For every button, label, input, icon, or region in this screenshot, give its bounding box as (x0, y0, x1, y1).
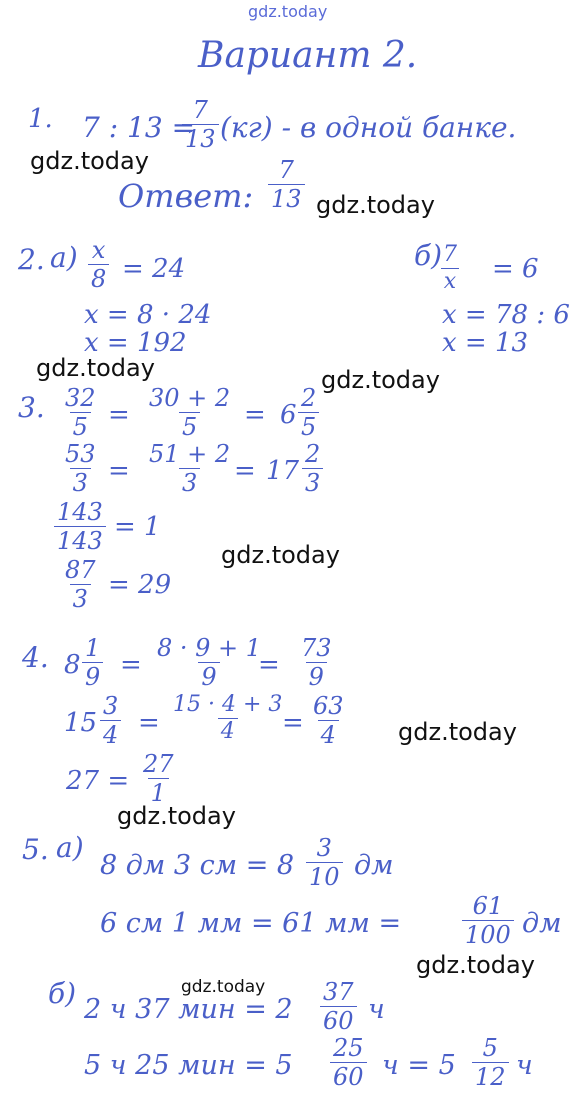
watermark: gdz.today (221, 541, 340, 569)
task4-row2-mixed-fraction (100, 694, 121, 747)
task4-row2-whole: 15 (64, 708, 98, 738)
fraction-denominator: 9 (82, 662, 103, 689)
fraction-numerator: 7 (192, 96, 208, 124)
page-title: Вариант 2. (198, 35, 418, 76)
equals-sign: = (108, 400, 130, 430)
task5a-line2-fraction (462, 894, 514, 947)
equals-sign: = (108, 456, 130, 486)
equals-sign: = (138, 708, 160, 738)
fraction-denominator: 3 (179, 468, 200, 495)
fraction-numerator: 1 (85, 634, 101, 662)
task2b-line3: x = 13 (442, 328, 529, 358)
task2a-line2: x = 8 · 24 (84, 300, 212, 330)
fraction-denominator: 3 (302, 468, 323, 495)
fraction-numerator: 7 (278, 156, 294, 184)
fraction-denominator: 5 (70, 412, 91, 439)
task3-row2-expanded-fraction (146, 442, 233, 495)
task4-row1-result-fraction (298, 636, 335, 689)
fraction-denominator: 4 (318, 720, 339, 747)
fraction-numerator: 37 (323, 978, 354, 1006)
task5b-line2: 5 ч 25 мин = 5 (84, 1050, 293, 1081)
watermark: gdz.today (117, 802, 236, 830)
task1-tail: (кг) - в одной банке. (220, 111, 517, 144)
watermark: gdz.today (398, 718, 517, 746)
fraction-numerator: 63 (313, 692, 344, 720)
task1-answer-fraction (268, 158, 305, 211)
watermark: gdz.today (316, 191, 435, 219)
task5a-line1-unit: дм (354, 850, 394, 881)
fraction-numerator: 2 (301, 384, 317, 412)
equals-sign: = (234, 456, 256, 486)
task2-label: 2. (18, 243, 45, 276)
fraction-denominator: 9 (306, 662, 327, 689)
fraction-denominator: 12 (472, 1062, 509, 1089)
fraction-denominator: 4 (218, 718, 238, 743)
task4-row1-whole: 8 (64, 650, 81, 680)
fraction-denominator: 60 (320, 1006, 357, 1033)
task5a-line1: 8 дм 3 см = 8 (100, 850, 295, 881)
task3-row2-mixed-fraction (302, 442, 323, 495)
task1-fraction (182, 98, 219, 151)
fraction-numerator: 27 (143, 750, 174, 778)
fraction-denominator: 13 (182, 124, 219, 151)
task5b-line2-unit: ч (516, 1050, 533, 1081)
task5a-label: а) (56, 831, 84, 864)
task3-row1-expanded-fraction (146, 386, 233, 439)
watermark: gdz.today (36, 354, 155, 382)
task5b-line1-fraction (320, 980, 357, 1033)
fraction-denominator: 3 (70, 584, 91, 611)
task2b-line2: x = 78 : 6 (442, 300, 570, 330)
task2b-equation: = 6 (492, 254, 539, 284)
fraction-denominator: 3 (70, 468, 91, 495)
fraction-numerator: 3 (316, 834, 332, 862)
fraction-numerator: 8 · 9 + 1 (157, 634, 262, 662)
fraction-denominator: 8 (88, 264, 109, 291)
fraction-denominator: 5 (179, 412, 200, 439)
fraction-denominator: 1 (148, 778, 169, 805)
task3-row3-fraction (54, 500, 106, 553)
fraction-numerator: 32 (65, 384, 96, 412)
fraction-numerator: 30 + 2 (149, 384, 231, 412)
fraction-numerator: 15 · 4 + 3 (173, 692, 283, 717)
task1-label: 1. (28, 104, 53, 134)
task3-label: 3. (18, 391, 45, 424)
task2a-line3: x = 192 (84, 328, 187, 358)
task1-answer-label: Ответ: (118, 177, 254, 215)
fraction-numerator: 5 (482, 1034, 498, 1062)
task5b-line2-fraction (330, 1036, 367, 1089)
task3-row3-equation: = 1 (114, 512, 161, 542)
equals-sign: = (244, 400, 266, 430)
fraction-denominator: x (441, 268, 459, 293)
watermark-top: gdz.today (248, 2, 328, 21)
task4-row2-result-fraction (310, 694, 347, 747)
watermark: gdz.today (181, 977, 266, 997)
fraction-numerator: 61 (472, 892, 504, 920)
fraction-numerator: 2 (305, 440, 321, 468)
fraction-denominator: 9 (198, 662, 219, 689)
task5a-line2-unit: дм (522, 908, 562, 939)
fraction-numerator: x (91, 236, 106, 264)
task3-row4-equation: = 29 (108, 570, 172, 600)
task3-row1-fraction (62, 386, 99, 439)
task3-row1-whole: 6 (280, 400, 297, 430)
fraction-numerator: 25 (333, 1034, 364, 1062)
task2a-fraction (88, 238, 109, 291)
equals-sign: = (258, 650, 280, 680)
watermark: gdz.today (321, 366, 440, 394)
task5a-line1-fraction (306, 836, 343, 889)
fraction-numerator: 73 (301, 634, 332, 662)
task5b-line2-mid: ч = 5 (382, 1050, 456, 1081)
fraction-denominator: 10 (306, 862, 343, 889)
task5b-line1: 2 ч 37 мин = 2 (84, 994, 293, 1025)
task4-row3-fraction (140, 752, 177, 805)
watermark: gdz.today (30, 147, 149, 175)
fraction-numerator: 53 (65, 440, 96, 468)
fraction-numerator: 7 (443, 242, 457, 267)
fraction-denominator: 5 (298, 412, 319, 439)
task4-label: 4. (22, 641, 49, 674)
task5b-label: б) (48, 977, 77, 1010)
task5b-line1-unit: ч (368, 994, 385, 1025)
task4-row2-expanded-fraction (170, 694, 285, 743)
task4-row1-expanded-fraction (154, 636, 264, 689)
fraction-numerator: 51 + 2 (149, 440, 231, 468)
fraction-numerator: 143 (57, 498, 103, 526)
fraction-denominator: 4 (100, 720, 121, 747)
task3-row1-mixed-fraction (298, 386, 319, 439)
equals-sign: = (120, 650, 142, 680)
task2b-fraction (440, 244, 460, 293)
task5b-line2-fraction2 (472, 1036, 509, 1089)
fraction-denominator: 143 (54, 526, 106, 553)
task5a-line2: 6 см 1 мм = 61 мм = (100, 908, 402, 939)
task2a-equation: = 24 (122, 254, 186, 284)
task2a-label: а) (50, 241, 78, 274)
task4-row3-lhs: 27 = (66, 766, 130, 796)
task2b-label: б) (414, 239, 443, 272)
task3-row2-fraction (62, 442, 99, 495)
task1-expression: 7 : 13 = (82, 111, 196, 144)
task3-row4-fraction (62, 558, 99, 611)
task5-label: 5. (22, 833, 49, 866)
fraction-numerator: 3 (103, 692, 119, 720)
fraction-numerator: 87 (65, 556, 96, 584)
fraction-denominator: 100 (462, 920, 514, 947)
fraction-denominator: 13 (268, 184, 305, 211)
task3-row2-whole: 17 (266, 456, 300, 486)
equals-sign: = (282, 708, 304, 738)
watermark: gdz.today (416, 951, 535, 979)
task4-row1-mixed-fraction (82, 636, 103, 689)
fraction-denominator: 60 (330, 1062, 367, 1089)
